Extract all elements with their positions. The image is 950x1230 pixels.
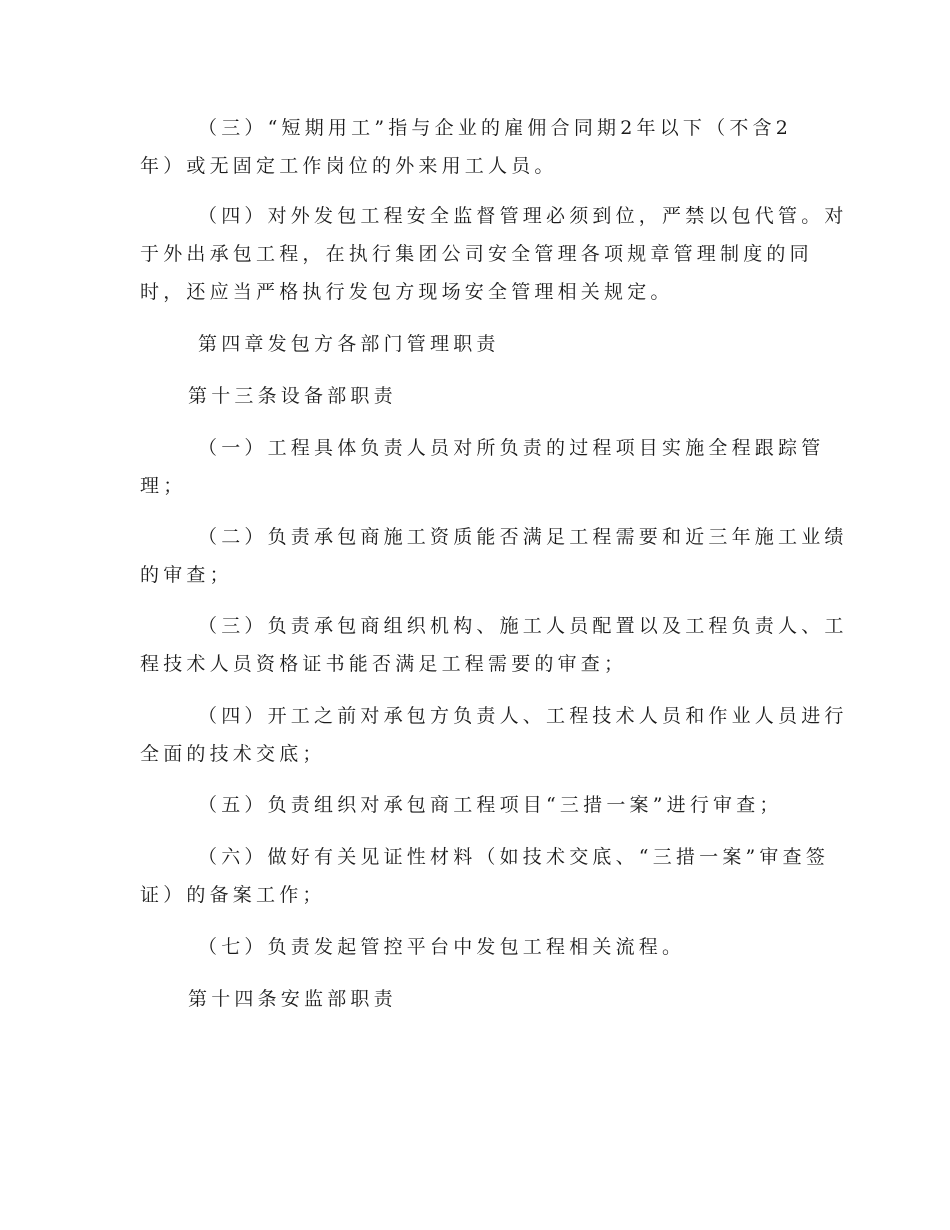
text-line: 全面的技术交底； — [140, 743, 326, 765]
text-line: （一）工程具体负责人员对所负责的过程项目实施全程跟踪管 — [198, 437, 825, 459]
text-line: （五）负责组织对承包商工程项目“三措一案”进行审查； — [198, 794, 783, 816]
text-line: 年）或无固定工作岗位的外来用工人员。 — [140, 155, 558, 177]
text-line: 理； — [140, 475, 187, 497]
article-heading: 第十三条设备部职责 — [188, 385, 397, 407]
text-line: （二）负责承包商施工资质能否满足工程需要和近三年施工业绩 — [198, 526, 848, 548]
text-line: 证）的备案工作； — [140, 884, 326, 906]
text-line: （四）开工之前对承包方负责人、工程技术人员和作业人员进行 — [198, 705, 848, 727]
chapter-heading: 第四章发包方各部门管理职责 — [198, 333, 500, 355]
text-line: 时，还应当严格执行发包方现场安全管理相关规定。 — [140, 281, 674, 303]
article-heading: 第十四条安监部职责 — [188, 988, 397, 1010]
text-line: 于外出承包工程，在执行集团公司安全管理各项规章管理制度的同 — [140, 243, 813, 265]
text-line: （三）负责承包商组织机构、施工人员配置以及工程负责人、工 — [198, 615, 848, 637]
text-line: 程技术人员资格证书能否满足工程需要的审查； — [140, 653, 628, 675]
text-line: （三）“短期用工”指与企业的雇佣合同期2年以下（不含2 — [198, 117, 793, 139]
text-line: （四）对外发包工程安全监督管理必须到位，严禁以包代管。对 — [198, 205, 848, 227]
text-line: （七）负责发起管控平台中发包工程相关流程。 — [198, 936, 686, 958]
text-line: 的审查； — [140, 564, 233, 586]
text-line: （六）做好有关见证性材料（如技术交底、“三措一案”审查签 — [198, 846, 830, 868]
